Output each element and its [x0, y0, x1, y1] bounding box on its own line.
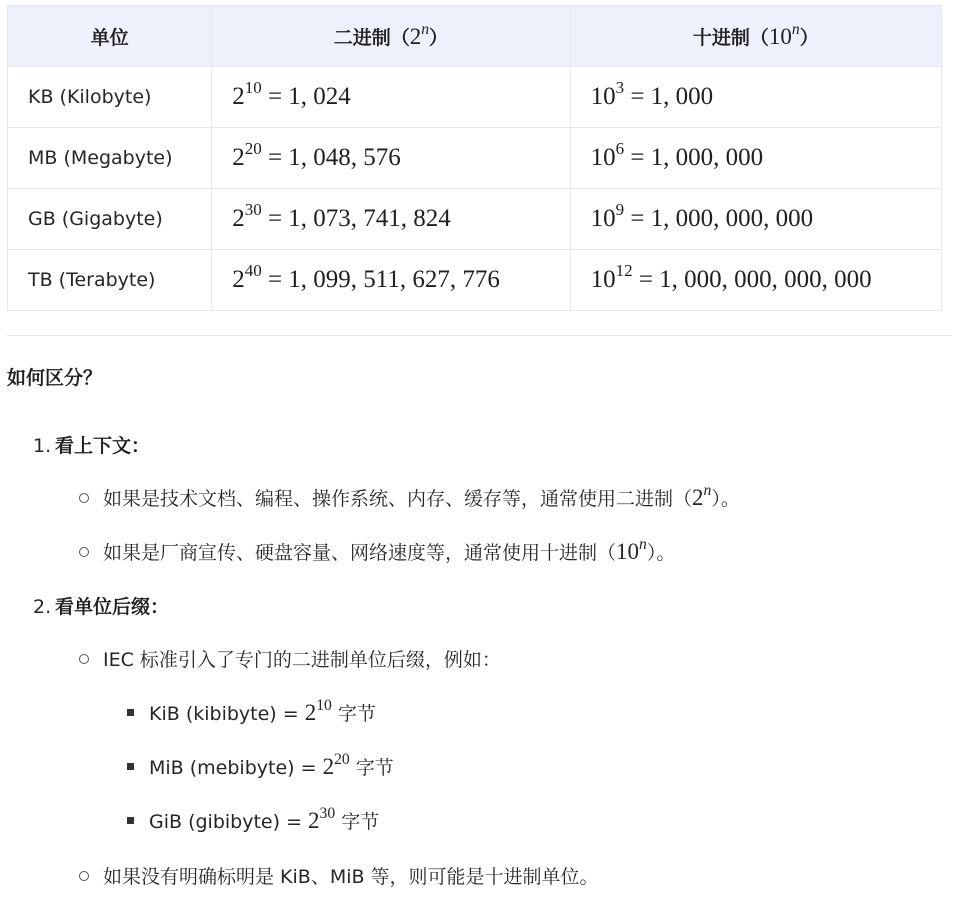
square-bullet-icon [127, 763, 134, 770]
sub-bullet-item: KiB (kibibyte) = $2^{10}$ 字节 [127, 699, 376, 726]
header-unit: 单位 [8, 6, 212, 67]
list-item-context [33, 431, 150, 458]
binary-value: $2^{20} = 1$, 048, 576 [212, 128, 570, 189]
hollow-circle-bullet-icon [79, 654, 89, 664]
sub-bullet-item: GiB (gibibyte) = $2^{30}$ 字节 [127, 807, 379, 834]
table-row [8, 67, 942, 128]
decimal-value: $10^9 = 1$, 000, 000, 000 [570, 189, 941, 250]
bullet-item: 如果是技术文档、编程、操作系统、内存、缓存等，通常使用二进制（2$^n$）。 [79, 484, 740, 511]
section-heading: 如何区分？ [7, 367, 103, 389]
hollow-circle-bullet-icon [79, 493, 89, 503]
hollow-circle-bullet-icon [79, 871, 89, 881]
decimal-value: $10^{12} = 1$, 000, 000, 000, 000 [570, 250, 941, 311]
header-decimal: 十进制（10$^n$） [570, 6, 941, 67]
unit-name: GB (Gigabyte) [8, 189, 212, 250]
list-number: 2. [33, 596, 52, 618]
square-bullet-icon [127, 709, 134, 716]
list-item-suffix [33, 592, 169, 619]
list-number: 1. [33, 435, 52, 457]
binary-value: $2^{40} = 1$, 099, 511, 627, 776 [212, 250, 570, 311]
list-item-title: 看单位后缀： [55, 596, 170, 618]
sub-bullet-item: MiB (mebibyte) = $2^{20}$ 字节 [127, 753, 394, 780]
table-row [8, 128, 942, 189]
table-row [8, 250, 942, 311]
binary-value: $2^{30} = 1$, 073, 741, 824 [212, 189, 570, 250]
hollow-circle-bullet-icon [79, 547, 89, 557]
horizontal-divider [7, 335, 952, 336]
decimal-value: $10^6 = 1$, 000, 000 [570, 128, 941, 189]
unit-comparison-table [7, 5, 942, 311]
table-row [8, 189, 942, 250]
list-item-title: 看上下文： [55, 435, 151, 457]
square-bullet-icon [127, 817, 134, 824]
binary-value: $2^{10} = 1$, 024 [212, 67, 570, 128]
header-binary: 二进制（2$^n$） [212, 6, 570, 67]
unit-name: KB (Kilobyte) [8, 67, 212, 128]
bullet-item: IEC 标准引入了专门的二进制单位后缀，例如： [79, 645, 501, 672]
table-header-row [8, 6, 942, 67]
unit-name: MB (Megabyte) [8, 128, 212, 189]
bullet-item: 如果没有明确标明是 KiB、MiB 等，则可能是十进制单位。 [79, 862, 599, 889]
unit-name: TB (Terabyte) [8, 250, 212, 311]
decimal-value: $10^3 = 1$, 000 [570, 67, 941, 128]
bullet-item: 如果是厂商宣传、硬盘容量、网络速度等，通常使用十进制（10$^n$）。 [79, 538, 675, 565]
